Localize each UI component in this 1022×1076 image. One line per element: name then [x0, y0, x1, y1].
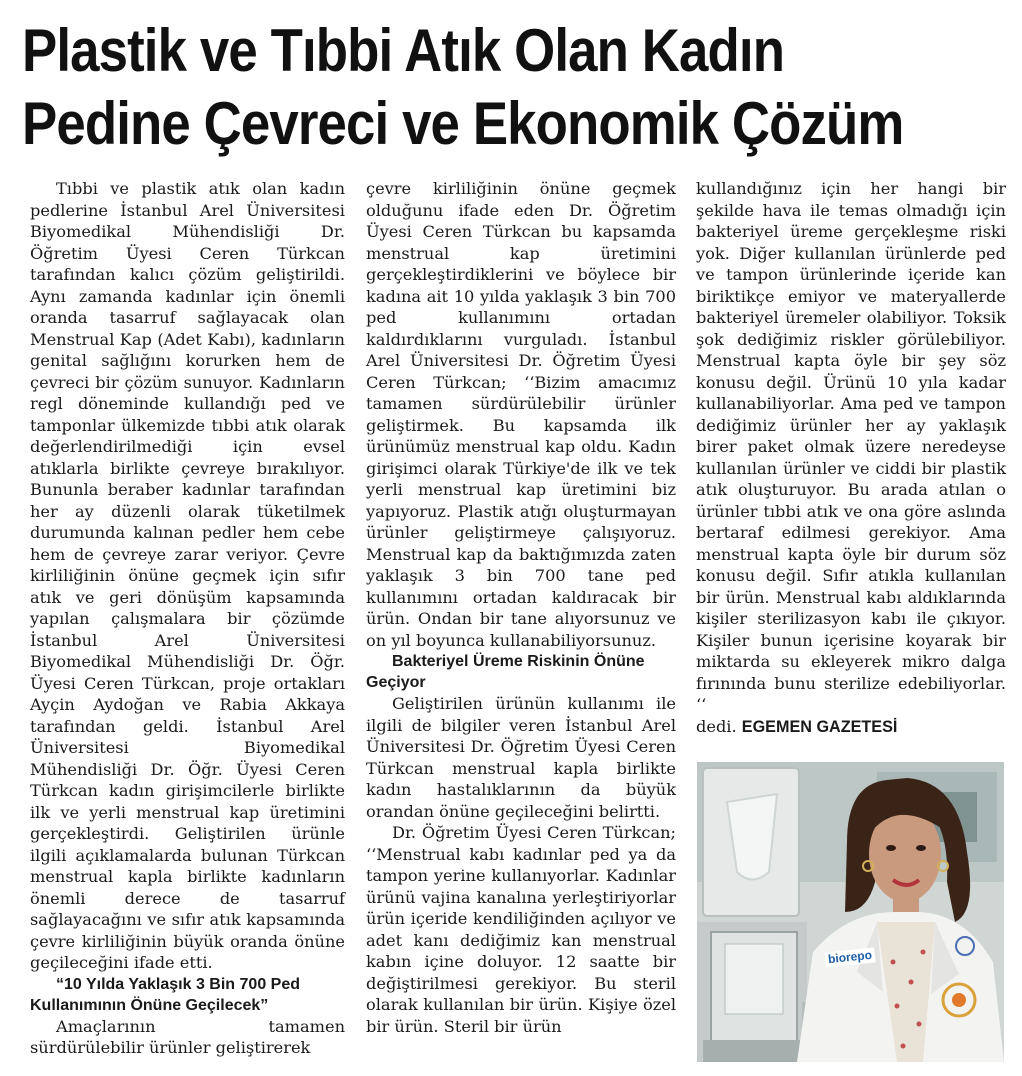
closing-word: dedi. — [696, 716, 737, 736]
headline-line-2: Pedine Çevreci ve Ekonomik Çözüm — [22, 90, 904, 157]
subheading: “10 Yılda Yaklaşık 3 Bin 700 Ped Kullanımının Önüne Geçilecek” — [30, 975, 301, 1014]
brand-logo: biorepo — [824, 947, 875, 967]
paragraph: Tıbbi ve plastik atık olan kadın pedlerine İstanbul Arel Üniversitesi Biyomedikal Mühendisliği Dr. Öğretim Üyesi Ceren Türkcan tarafından kalıcı çözüm geliştirildi. Aynı zamanda kadınlar için önemli oranda tasarruf sağlayacak olan Menstrual Kap (Adet Kabı), kadınların genital sağlığını korurken hem de çevreci bir çözüm sunuyor. Kadınların regl döneminde kullandığı ped ve tamponlar ülkemizde tıbbi atık olarak değerlendirilmediği için evsel atıklarla birlikte çevreye bırakılıyor. Bununla beraber kadınlar tarafından her ay düzenli olarak tüketilmek durumunda kalınan pedler hem cebe hem de çevreye zarar veriyor. Çevre kirliliğinin önüne geçmek için sıfır atık ve geri dönüşüm kapsamında yapılan çalışmalara bir çözümde İstanbul Arel Üniversitesi Biyomedikal Mühendisliği Dr. Öğr. Üyesi Ceren Türkcan, proje ortakları Ayçin Aydoğan ve Rabia Akkaya tarafından geldi. İstanbul Arel Üniversitesi Biyomedikal Mühendisliği Dr. Öğr. Üyesi Ceren Türkcan kadın girişimcilerle birlikte ilk ve yerli menstrual kap üretimini gerçekleştirdi. Geliştirilen ürünle ilgili açıklamalarda bulunan Türkcan menstrual kapla birlikte kadınların önemli derece de tasarruf sağlayacağını ve sıfır atık kapsamında çevre kirliliğinin büyük oranda önüne geçileceğini ifade etti. — [30, 179, 345, 972]
paragraph: kullandığınız için her hangi bir şekilde hava ile temas olmadığı için bakteriyel üreme gerçekleşme riski yok. Diğer kullanılan ürünlerde ped ve tampon ürünlerinde içeride kan biriktikçe emiyor ve materyallerde bakteriyel üremeler olabiliyor. Toksik şok dediğimiz riskler görülebiliyor. Menstrual kapta öyle bir şey söz konusu değil. Ürünü 10 yıla kadar kullanabiliyorlar. Ama ped ve tampon dediğimiz ürünler her ay yaklaşık birer paket olmak üzere neredeyse kullanılan ürünler ve ciddi bir plastik atık oluşturuyor. Bu arada atılan o ürünler tıbbi atık ve ona göre aslında bertaraf edilmesi gerekiyor. Ama menstrual kapta öyle bir durum söz konusu değil. Sıfır atıkla kullanılan bir ürün. Menstrual kabı aldıklarında kişiler sterilizasyon kabı ile çıkıyor. Kişiler bunun içerisine koyarak bir miktarda su ekleyerek mikro dalga fırınında bunu sterilize edebiliyorlar. ‘‘ — [696, 179, 1006, 714]
source-credit: EGEMEN GAZETESİ — [741, 717, 898, 736]
photo-illustration — [697, 762, 1004, 1062]
paragraph: Dr. Öğretim Üyesi Ceren Türkcan; ‘‘Menstrual kabı kadınlar ped ya da tampon yerine kullanıyorlar. Kadınlar ürünü vajina kanalına yerleştiriyorlar ürün içeride kendiliğinden açılıyor ve adet kanı dediğimiz kan menstrual kabın içine doluyor. 12 saatte bir değiştirilmesi gerekiyor. Bu steril olarak kullanılan bir ürün. Kişiye özel bir ürün. Steril bir ürün — [366, 823, 676, 1036]
paragraph: Geliştirilen ürünün kullanımı ile ilgili de bilgiler veren İstanbul Arel Üniversitesi Dr. Öğretim Üyesi Ceren Türkcan menstrual kapla birlikte kadın hastalıklarının da büyük orandan önüne geçileceğini belirtti. — [366, 694, 676, 821]
article-column-2 — [366, 178, 676, 1037]
article-photo — [697, 762, 1004, 1062]
article-headline — [22, 14, 904, 160]
article-closing — [696, 716, 1006, 739]
headline-line-1: Plastik ve Tıbbi Atık Olan Kadın — [22, 17, 785, 84]
subheading: Bakteriyel Üreme Riskinin Önüne Geçiyor — [366, 653, 645, 691]
paragraph: Amaçlarının tamamen sürdürülebilir ürünler geliştirerek — [30, 1016, 345, 1057]
paragraph: çevre kirliliğinin önüne geçmek olduğunu ifade eden Dr. Öğretim Üyesi Ceren Türkcan bu kapsamda menstrual kap üretimini gerçekleştirdiklerini ve böylece bir kadına ait 10 yılda yaklaşık 3 bin 700 ped kullanımını ortadan kaldırdıklarını vurguladı. İstanbul Arel Üniversitesi Dr. Öğretim Üyesi Ceren Türkcan; ‘‘Bizim amacımız tamamen sürdürülebilir ürünler geliştirmek. Bu kapsamda ilk ürünümüz menstrual kap oldu. Kadın girişimci olarak Türkiye'de ilk ve tek yerli menstrual kap üretimini biz yapıyoruz. Plastik atığı oluşturmayan ürünler geliştirmeye çalışıyoruz. Menstrual kap da baktığımızda zaten yaklaşık 3 bin 700 tane ped kullanımını ortadan kaldıracak bir ürün. Ondan bir tane alıyorsunuz ve on yıl boyunca kullanabiliyorsunuz. — [366, 179, 676, 650]
article-column-3 — [696, 178, 1006, 738]
article-column-1 — [30, 178, 345, 1059]
